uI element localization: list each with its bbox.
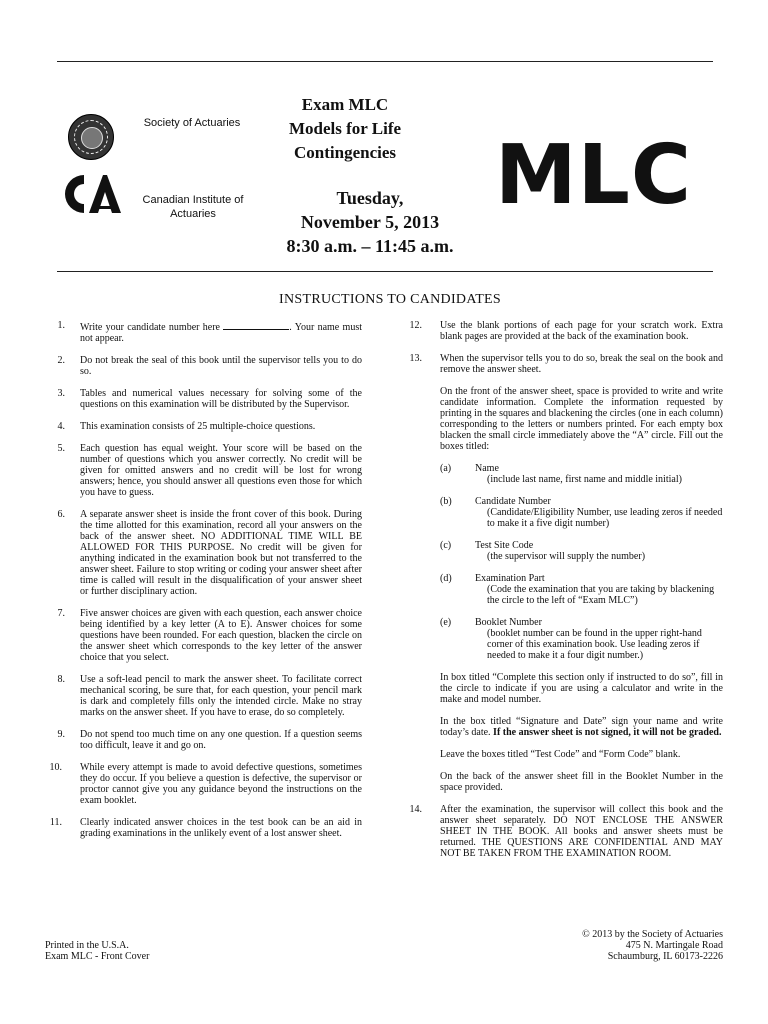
subitem-candidate-number <box>440 496 723 529</box>
cia-name-text: Canadian Institute of Actuaries <box>142 194 244 220</box>
answer-sheet-front-paragraph <box>405 386 723 452</box>
instruction-item-14 <box>405 804 723 859</box>
item-text: Tables and numerical values necessary for solving some of the questions on this examination will be distributed by the Supervisor. <box>80 388 362 410</box>
exam-date-line-2: November 5, 2013 <box>300 212 440 232</box>
subitem-title: Examination Part <box>475 573 545 584</box>
printed-in-text: Printed in the U.S.A. <box>45 940 129 951</box>
soa-name: Society of Actuaries <box>143 117 241 129</box>
item-text: This examination consists of 25 multiple-choice questions. <box>80 421 316 432</box>
item-number: 1. <box>57 320 65 331</box>
instruction-item-12 <box>405 320 723 342</box>
left-column <box>45 320 362 839</box>
subitem-title: Candidate Number <box>475 496 551 507</box>
item-number: 5. <box>57 443 65 454</box>
item-number: 13. <box>409 353 422 364</box>
leave-blank-paragraph <box>405 749 723 760</box>
paragraph-text: In box titled “Complete this section only if instructed to do so”, fill in the circle to indicate if you are using a calculator and write in the make and model number. <box>440 672 723 705</box>
soa-seal-logo <box>68 114 114 160</box>
subitem-test-site-code <box>440 540 723 562</box>
item-text: Write your candidate number here <box>80 322 220 333</box>
address-line-1: 475 N. Martingale Road <box>625 940 723 951</box>
signature-warning: If the answer sheet is not signed, it will not be graded. <box>493 727 722 738</box>
instruction-item-6 <box>45 509 362 597</box>
instruction-item-8 <box>45 674 362 718</box>
subitem-title: Test Site Code <box>475 540 534 551</box>
item-number: 3. <box>57 388 65 399</box>
candidate-number-blank <box>223 320 289 330</box>
item-text: Five answer choices are given with each question, each answer choice being identified by a key letter (A to E). Answer choices for some questions have been rounded. For each question, blacken the circle on the answer sheet which corresponds to the key letter of the answer choice that you select. <box>80 608 362 663</box>
instruction-item-11 <box>45 817 362 839</box>
item-number: 14. <box>409 804 422 815</box>
exam-date-line-3: 8:30 a.m. – 11:45 a.m. <box>286 236 454 256</box>
header-rule <box>57 271 713 272</box>
subitem-booklet-number <box>440 617 723 661</box>
exam-date <box>255 186 485 258</box>
instructions-heading: INSTRUCTIONS TO CANDIDATES <box>279 292 501 307</box>
instruction-item-5 <box>45 443 362 498</box>
item-text: While every attempt is made to avoid defective questions, sometimes they do occur. If you believe a question is defective, the supervisor or proctor cannot give you any guidance beyond the instructions on the exam booklet. <box>80 762 362 806</box>
subitem-desc: (Code the examination that you are taking by blackening the circle to the left of “Exam MLC”) <box>487 584 715 606</box>
subitem-name <box>440 463 723 485</box>
item-number: 6. <box>57 509 65 520</box>
instruction-item-7 <box>45 608 362 663</box>
subitem-letter: (e) <box>440 617 452 628</box>
subitem-examination-part <box>440 573 723 606</box>
paragraph-text: On the front of the answer sheet, space is provided to write and write candidate information. Complete the information requested by printing in the squares and blackening the circles (one in each column) corresponding to the letters or numbers printed. For each empty box blacken the small circle immediately above the “A” circle. Fill out the boxes titled: <box>440 386 723 452</box>
exam-title-line-3: Contingencies <box>294 143 396 162</box>
paragraph-text: Leave the boxes titled “Test Code” and “Form Code” blank. <box>440 749 681 760</box>
item-number: 10. <box>49 762 62 773</box>
back-of-sheet-paragraph <box>405 771 723 793</box>
item-text: After the examination, the supervisor will collect this book and the answer sheet separately. DO NOT ENCLOSE THE ANSWER SHEET IN THE BOOK. All books and answer sheets must be returned. THE QUESTIONS ARE CONFIDENTIAL AND MAY NOT BE TAKEN FROM THE EXAMINATION ROOM. <box>440 804 723 859</box>
item-text: Do not break the seal of this book until the supervisor tells you to do so. <box>80 355 362 377</box>
exam-code-big: MLC <box>495 128 693 223</box>
item-number: 2. <box>57 355 65 366</box>
paragraph-text: On the back of the answer sheet fill in the Booklet Number in the space provided. <box>440 771 723 793</box>
instruction-item-4 <box>45 421 362 432</box>
footer-left <box>45 940 149 962</box>
instruction-item-10 <box>45 762 362 806</box>
fill-out-boxes-list <box>405 463 723 661</box>
instruction-item-1 <box>45 320 362 344</box>
instruction-item-9 <box>45 729 362 751</box>
subitem-title: Booklet Number <box>475 617 542 628</box>
signature-paragraph <box>405 716 723 738</box>
copyright-text: © 2013 by the Society of Actuaries <box>582 929 723 940</box>
subitem-desc: (booklet number can be found in the upper right-hand corner of this examination book. Use leading zeros if needed to make it a four digit number.) <box>487 628 702 661</box>
cia-logo <box>63 173 121 215</box>
footer-right <box>520 929 723 962</box>
top-rule <box>57 61 713 62</box>
subitem-desc: (include last name, first name and middle initial) <box>487 474 682 485</box>
paragraph-text: In the box titled “Signature and Date” sign your name and write today’s date. <box>440 716 723 738</box>
item-number: 9. <box>57 729 65 740</box>
item-number: 7. <box>57 608 65 619</box>
subitem-letter: (a) <box>440 463 452 474</box>
subitem-title: Name <box>475 463 499 474</box>
exam-title-line-2: Models for Life <box>288 119 402 138</box>
exam-date-line-1: Tuesday, <box>336 188 404 208</box>
front-cover-text: Exam MLC - Front Cover <box>45 951 150 962</box>
instruction-item-13 <box>405 353 723 375</box>
item-number: 8. <box>57 674 65 685</box>
item-text: When the supervisor tells you to do so, break the seal on the book and remove the answer sheet. <box>440 353 723 375</box>
subitem-letter: (b) <box>440 496 452 507</box>
instruction-item-3 <box>45 388 362 410</box>
address-line-2: Schaumburg, IL 60173-2226 <box>607 951 723 962</box>
item-text: Do not spend too much time on any one question. If a question seems too difficult, leave it and go on. <box>80 729 362 751</box>
exam-title-line-1: Exam MLC <box>301 95 389 114</box>
cia-name <box>133 193 253 221</box>
item-text: Use the blank portions of each page for your scratch work. Extra blank pages are provided at the back of the examination book. <box>440 320 723 342</box>
calculator-paragraph <box>405 672 723 705</box>
instruction-item-2 <box>45 355 362 377</box>
subitem-desc: (Candidate/Eligibility Number, use leading zeros if needed to make it a five digit number) <box>487 507 723 529</box>
subitem-letter: (d) <box>440 573 452 584</box>
item-text: Each question has equal weight. Your score will be based on the number of questions which you answer correctly. No credit will be given for omitted answers and no credit will be lost for wrong answers; hence, you should answer all questions even those for which you have to guess. <box>80 443 362 498</box>
exam-title <box>265 93 425 165</box>
subitem-desc: (the supervisor will supply the number) <box>487 551 646 562</box>
subitem-letter: (c) <box>440 540 452 551</box>
item-number: 12. <box>409 320 422 331</box>
item-number: 4. <box>57 421 65 432</box>
item-text: A separate answer sheet is inside the front cover of this book. During the time allotted for this examination, record all your answers on the back of the answer sheet. NO ADDITIONAL TIME WILL BE ALLOWED FOR THIS PURPOSE. No credit will be given for anything indicated in the examination book but not transferred to the answer sheet. Failure to stop writing or coding your answer sheet after time is called will result in the disqualification of your answer sheet or further disciplinary action. <box>80 509 362 597</box>
right-column <box>405 320 723 859</box>
item-text: Clearly indicated answer choices in the test book can be an aid in grading examinations in the unlikely event of a lost answer sheet. <box>80 817 362 839</box>
item-text: Use a soft-lead pencil to mark the answer sheet. To facilitate correct mechanical scoring, be sure that, for each question, your pencil mark is dark and completely fills only the intended circle. Make no stray marks on the answer sheet. If you have to erase, do so completely. <box>80 674 362 718</box>
item-number: 11. <box>49 817 62 828</box>
item-text-post: . Your name must not appear. <box>80 322 362 344</box>
